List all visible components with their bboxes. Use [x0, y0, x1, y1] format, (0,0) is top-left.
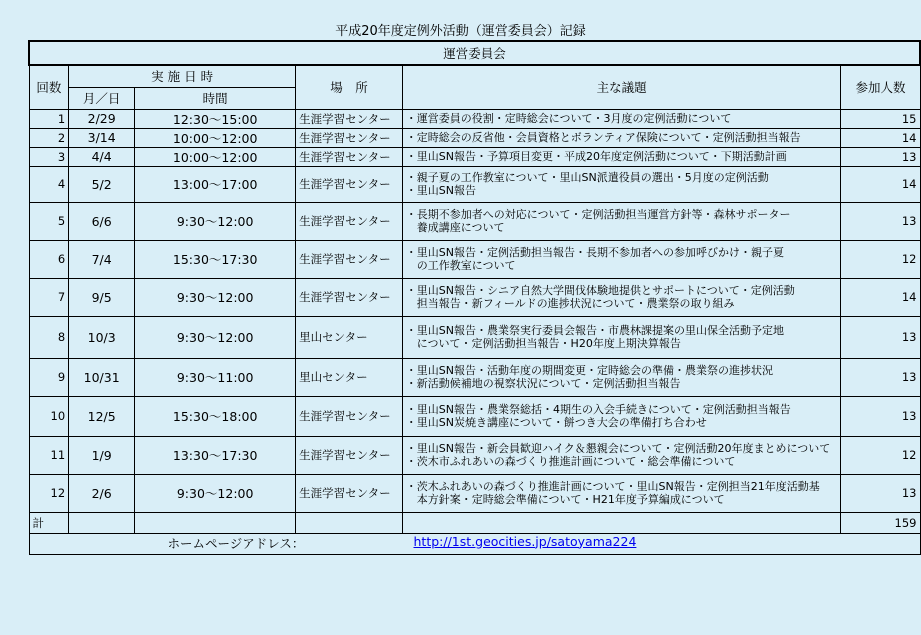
- time-header: 時間: [135, 87, 296, 109]
- row-time: 9:30～12:00: [135, 202, 296, 240]
- total-blank: [135, 512, 296, 533]
- row-date: 9/5: [69, 278, 135, 316]
- row-number: 5: [29, 202, 69, 240]
- row-place: 生涯学習センター: [296, 147, 403, 166]
- date-header: 月／日: [69, 87, 135, 109]
- row-place: 生涯学習センター: [296, 109, 403, 128]
- table-row: [29, 436, 920, 474]
- topic-line: ・里山SN報告: [405, 184, 476, 197]
- row-place: 生涯学習センター: [296, 474, 403, 512]
- row-topics: [402, 166, 841, 202]
- total-blank: [402, 512, 841, 533]
- table-row: [29, 396, 920, 436]
- row-time: 13:00～17:00: [135, 166, 296, 202]
- row-time: 9:30～12:00: [135, 278, 296, 316]
- row-time: 9:30～12:00: [135, 316, 296, 358]
- row-date: 10/3: [69, 316, 135, 358]
- topics-header: 主な議題: [402, 65, 841, 109]
- row-number: 12: [29, 474, 69, 512]
- footer-cell: [29, 533, 920, 554]
- row-number: 3: [29, 147, 69, 166]
- row-place: 生涯学習センター: [296, 202, 403, 240]
- homepage-label: ホームページアドレス：: [167, 535, 305, 551]
- topic-line: の工作教室について: [405, 259, 516, 272]
- row-number: 2: [29, 128, 69, 147]
- row-topics: [402, 474, 841, 512]
- row-time: 12:30～15:00: [135, 109, 296, 128]
- participants-header: 参加人数: [841, 65, 920, 109]
- table-row: [29, 358, 920, 396]
- row-place: 里山センター: [296, 316, 403, 358]
- topic-line: ・親子夏の工作教室について・里山SN派遣役員の選出・5月度の定例活動: [405, 171, 769, 184]
- row-number: 9: [29, 358, 69, 396]
- row-participant-count: 14: [841, 128, 920, 147]
- table-row: [29, 278, 920, 316]
- row-participant-count: 13: [841, 474, 920, 512]
- row-time: 15:30～17:30: [135, 240, 296, 278]
- row-topics: [402, 240, 841, 278]
- row-place: 里山センター: [296, 358, 403, 396]
- row-topics: [402, 396, 841, 436]
- row-time: 9:30～12:00: [135, 474, 296, 512]
- topic-line: 本方針案・定時総会準備について・H21年度予算編成について: [405, 493, 725, 506]
- table-row: [29, 316, 920, 358]
- row-participant-count: 13: [841, 147, 920, 166]
- count-header: 回数: [29, 65, 69, 109]
- row-participant-count: 13: [841, 396, 920, 436]
- table-row: [29, 474, 920, 512]
- meeting-record-table: [28, 40, 921, 555]
- row-date: 2/6: [69, 474, 135, 512]
- row-number: 8: [29, 316, 69, 358]
- row-place: 生涯学習センター: [296, 436, 403, 474]
- topic-line: ・里山SN報告・農業祭総括・4期生の入会手続きについて・定例活動担当報告: [405, 403, 791, 416]
- row-date: 4/4: [69, 147, 135, 166]
- total-count: 159: [841, 512, 920, 533]
- row-number: 10: [29, 396, 69, 436]
- row-time: 15:30～18:00: [135, 396, 296, 436]
- topic-line: 養成講座について: [405, 221, 505, 234]
- row-participant-count: 13: [841, 358, 920, 396]
- total-blank: [69, 512, 135, 533]
- place-header: 場 所: [296, 65, 403, 109]
- row-participant-count: 14: [841, 166, 920, 202]
- table-row: [29, 147, 920, 166]
- row-time: 10:00～12:00: [135, 128, 296, 147]
- row-place: 生涯学習センター: [296, 128, 403, 147]
- topic-line: について・定例活動担当報告・H20年度上期決算報告: [405, 337, 681, 350]
- row-participant-count: 14: [841, 278, 920, 316]
- row-place: 生涯学習センター: [296, 240, 403, 278]
- row-number: 7: [29, 278, 69, 316]
- section-header: 運営委員会: [29, 41, 920, 65]
- row-participant-count: 12: [841, 436, 920, 474]
- topic-line: ・里山SN報告・シニア自然大学間伐体験地提供とサポートについて・定例活動: [405, 284, 795, 297]
- document-title: 平成20年度定例外活動（運営委員会）記録: [335, 24, 586, 39]
- row-participant-count: 12: [841, 240, 920, 278]
- topic-line: ・里山SN報告・定例活動担当報告・長期不参加者への参加呼びかけ・親子夏: [405, 246, 784, 259]
- topic-line: 担当報告・新フィールドの進捗状況について・農業祭の取り組み: [405, 297, 735, 310]
- row-date: 1/9: [69, 436, 135, 474]
- homepage-link[interactable]: http://1st.geocities.jp/satoyama224: [413, 533, 637, 549]
- row-topics: [402, 278, 841, 316]
- total-row: [29, 512, 920, 533]
- row-number: 1: [29, 109, 69, 128]
- row-topics: [402, 109, 841, 128]
- table-row: [29, 240, 920, 278]
- row-date: 6/6: [69, 202, 135, 240]
- schedule-header: 実 施 日 時: [69, 65, 296, 87]
- row-participant-count: 15: [841, 109, 920, 128]
- topic-line: ・茨木ふれあいの森づくり推進計画について・里山SN報告・定例担当21年度活動基: [405, 480, 820, 493]
- row-participant-count: 13: [841, 316, 920, 358]
- row-topics: [402, 436, 841, 474]
- row-topics: [402, 202, 841, 240]
- row-place: 生涯学習センター: [296, 396, 403, 436]
- row-date: 12/5: [69, 396, 135, 436]
- table-body: [29, 109, 920, 512]
- footer-row: [29, 533, 920, 554]
- row-number: 11: [29, 436, 69, 474]
- topic-line: ・茨木市ふれあいの森づくり推進計画について・総会準備について: [405, 455, 736, 468]
- topic-line: ・里山SN報告・活動年度の期間変更・定時総会の準備・農業祭の進捗状況: [405, 364, 773, 377]
- row-time: 10:00～12:00: [135, 147, 296, 166]
- row-topics: [402, 128, 841, 147]
- row-topics: [402, 316, 841, 358]
- table-row: [29, 109, 920, 128]
- total-label: 計: [29, 512, 69, 533]
- topic-line: ・運営委員の役割・定時総会について・3月度の定例活動について: [405, 112, 732, 125]
- row-time: 13:30～17:30: [135, 436, 296, 474]
- table-row: [29, 166, 920, 202]
- row-number: 4: [29, 166, 69, 202]
- row-date: 2/29: [69, 109, 135, 128]
- topic-line: ・里山SN報告・予算項目変更・平成20年度定例活動について・下期活動計画: [405, 150, 787, 163]
- row-number: 6: [29, 240, 69, 278]
- topic-line: ・長期不参加者への対応について・定例活動担当運営方針等・森林サポーター: [405, 208, 791, 221]
- topic-line: ・里山SN報告・新会員歓迎ハイク＆懇親会について・定例活動20年度まとめについて: [405, 442, 831, 455]
- topic-line: ・里山SN報告・農業祭実行委員会報告・市農林課提案の里山保全活動予定地: [405, 324, 784, 337]
- row-date: 5/2: [69, 166, 135, 202]
- section-header-row: [29, 41, 920, 65]
- row-date: 3/14: [69, 128, 135, 147]
- total-blank: [296, 512, 403, 533]
- row-time: 9:30～11:00: [135, 358, 296, 396]
- row-participant-count: 13: [841, 202, 920, 240]
- table-row: [29, 128, 920, 147]
- row-date: 10/31: [69, 358, 135, 396]
- topic-line: ・定時総会の反省他・会員資格とボランティア保険について・定例活動担当報告: [405, 131, 801, 144]
- row-place: 生涯学習センター: [296, 166, 403, 202]
- row-topics: [402, 147, 841, 166]
- header-row-1: [29, 65, 920, 87]
- row-place: 生涯学習センター: [296, 278, 403, 316]
- row-date: 7/4: [69, 240, 135, 278]
- table-row: [29, 202, 920, 240]
- topic-line: ・新活動候補地の視察状況について・定例活動担当報告: [405, 377, 681, 390]
- row-topics: [402, 358, 841, 396]
- topic-line: ・里山SN炭焼き講座について・餅つき大会の準備打ち合わせ: [405, 416, 707, 429]
